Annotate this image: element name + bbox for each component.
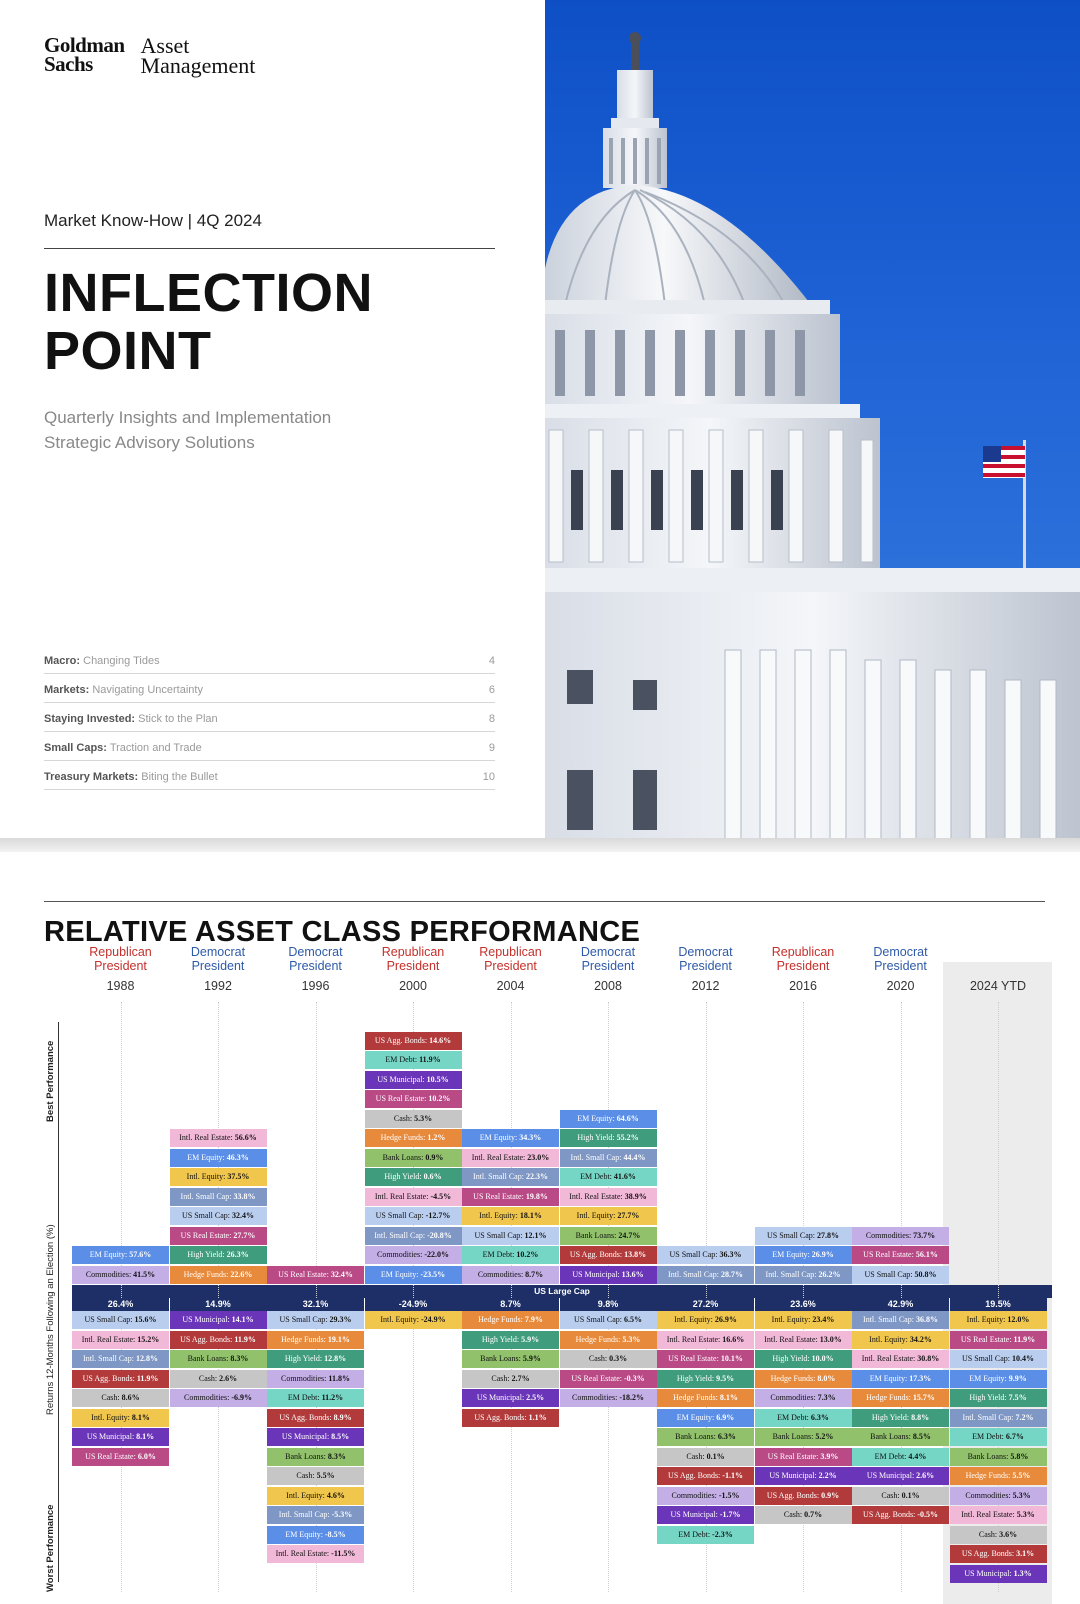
column-header-2016 bbox=[755, 945, 852, 993]
toc-item[interactable] bbox=[44, 732, 495, 761]
asset-cell: US Municipal: 2.6% bbox=[852, 1467, 949, 1485]
chart-title: RELATIVE ASSET CLASS PERFORMANCE bbox=[44, 916, 641, 948]
asset-cell: US Agg. Bonds: 11.9% bbox=[170, 1331, 267, 1349]
asset-cell: US Real Estate: -0.3% bbox=[560, 1370, 657, 1388]
column-year: 2024 YTD bbox=[969, 979, 1027, 993]
column-year: 2020 bbox=[886, 979, 915, 993]
logo-wordmark bbox=[44, 33, 125, 76]
asset-cell: Intl. Real Estate: -4.5% bbox=[365, 1188, 462, 1206]
column-header-2000 bbox=[365, 945, 462, 993]
toc-item[interactable] bbox=[44, 761, 495, 790]
asset-cell: High Yield: 12.8% bbox=[267, 1350, 364, 1368]
asset-cell: Intl. Equity: 12.0% bbox=[950, 1311, 1047, 1329]
asset-cell: Intl. Real Estate: 13.0% bbox=[755, 1331, 852, 1349]
asset-cell: US Real Estate: 19.8% bbox=[462, 1188, 559, 1206]
asset-cell: EM Equity: 57.6% bbox=[72, 1246, 169, 1264]
column-party bbox=[657, 945, 754, 973]
party-line-2: President bbox=[679, 959, 732, 973]
column-party bbox=[365, 945, 462, 973]
asset-cell: US Real Estate: 27.7% bbox=[170, 1227, 267, 1245]
asset-cell: Cash: 5.3% bbox=[365, 1110, 462, 1128]
asset-class-chart bbox=[0, 852, 1080, 1604]
asset-cell: EM Debt: 11.9% bbox=[365, 1051, 462, 1069]
asset-cell: EM Equity: 26.9% bbox=[755, 1246, 852, 1264]
large-cap-value: 8.7% bbox=[462, 1298, 559, 1311]
asset-cell: Commodities: 8.7% bbox=[462, 1266, 559, 1284]
column-party bbox=[170, 945, 267, 973]
toc-topic: Small Caps: bbox=[44, 742, 107, 754]
column-header-1992 bbox=[170, 945, 267, 993]
asset-cell: Intl. Small Cap: 22.3% bbox=[462, 1168, 559, 1186]
asset-cell: Commodities: 11.8% bbox=[267, 1370, 364, 1388]
asset-cell: Intl. Real Estate: 23.0% bbox=[462, 1149, 559, 1167]
column-year: 2000 bbox=[399, 979, 427, 993]
party-line-1: Republican bbox=[771, 945, 835, 959]
column-header-2012 bbox=[657, 945, 754, 993]
toc-desc: Stick to the Plan bbox=[138, 713, 218, 725]
toc-topic: Macro: bbox=[44, 655, 81, 667]
toc-desc: Changing Tides bbox=[83, 655, 160, 667]
asset-cell: EM Equity: 6.9% bbox=[657, 1409, 754, 1427]
asset-cell: EM Equity: 34.3% bbox=[462, 1129, 559, 1147]
asset-cell: US Municipal: 2.5% bbox=[462, 1389, 559, 1407]
asset-cell: Intl. Small Cap: 26.2% bbox=[755, 1266, 852, 1284]
asset-cell: US Small Cap: -12.7% bbox=[365, 1207, 462, 1225]
title-line-2: POINT bbox=[44, 321, 212, 381]
capitol-illustration bbox=[545, 0, 1080, 840]
logo-line-1: Goldman bbox=[44, 33, 125, 57]
asset-cell: Commodities: 41.5% bbox=[72, 1266, 169, 1284]
column-year: 1988 bbox=[106, 979, 135, 993]
asset-cell: Intl. Equity: 18.1% bbox=[462, 1207, 559, 1225]
toc-page: 6 bbox=[488, 684, 495, 696]
asset-cell: Intl. Small Cap: 36.8% bbox=[852, 1311, 949, 1329]
asset-cell: US Municipal: 1.3% bbox=[950, 1565, 1047, 1583]
toc-item[interactable] bbox=[44, 674, 495, 703]
kicker-divider bbox=[44, 248, 495, 249]
capitol-photo bbox=[545, 0, 1080, 840]
asset-cell: Intl. Real Estate: 30.8% bbox=[852, 1350, 949, 1368]
toc-entry bbox=[44, 771, 218, 783]
column-year: 1992 bbox=[204, 979, 232, 993]
asset-cell: US Agg. Bonds: 11.9% bbox=[72, 1370, 169, 1388]
party-line-2: President bbox=[289, 959, 342, 973]
asset-cell: US Small Cap: 32.4% bbox=[170, 1207, 267, 1225]
asset-cell: EM Equity: 64.6% bbox=[560, 1110, 657, 1128]
toc-desc: Biting the Bullet bbox=[141, 771, 218, 783]
asset-cell: Commodities: -18.2% bbox=[560, 1389, 657, 1407]
asset-cell: EM Equity: 46.3% bbox=[170, 1149, 267, 1167]
report-kicker: Market Know-How | 4Q 2024 bbox=[44, 211, 262, 230]
asset-cell: Hedge Funds: 15.7% bbox=[852, 1389, 949, 1407]
worst-performance-label: Worst Performance bbox=[45, 1504, 56, 1592]
asset-cell: Bank Loans: 8.3% bbox=[170, 1350, 267, 1368]
asset-cell: High Yield: 9.5% bbox=[657, 1370, 754, 1388]
asset-cell: Bank Loans: 8.5% bbox=[852, 1428, 949, 1446]
asset-cell: US Agg. Bonds: -0.5% bbox=[852, 1506, 949, 1524]
asset-cell: Hedge Funds: 5.3% bbox=[560, 1331, 657, 1349]
asset-cell: Bank Loans: 5.8% bbox=[950, 1448, 1047, 1466]
asset-cell: Hedge Funds: 8.1% bbox=[657, 1389, 754, 1407]
asset-cell: Intl. Real Estate: 38.9% bbox=[560, 1188, 657, 1206]
party-line-1: Democrat bbox=[580, 945, 636, 959]
asset-cell: EM Debt: 10.2% bbox=[462, 1246, 559, 1264]
asset-cell: EM Debt: 6.7% bbox=[950, 1428, 1047, 1446]
column-header-2008 bbox=[560, 945, 657, 993]
asset-cell: EM Debt: 6.3% bbox=[755, 1409, 852, 1427]
large-cap-value: 9.8% bbox=[560, 1298, 657, 1311]
asset-cell: Cash: 0.1% bbox=[852, 1487, 949, 1505]
asset-cell: US Small Cap: 50.8% bbox=[852, 1266, 949, 1284]
asset-cell: Bank Loans: 0.9% bbox=[365, 1149, 462, 1167]
party-line-1: Democrat bbox=[873, 945, 928, 959]
asset-cell: US Agg. Bonds: 3.1% bbox=[950, 1545, 1047, 1563]
asset-cell: Intl. Real Estate: 15.2% bbox=[72, 1331, 169, 1349]
asset-cell: Intl. Small Cap: -5.3% bbox=[267, 1506, 364, 1524]
large-cap-band: US Large Cap bbox=[72, 1285, 1052, 1298]
asset-cell: EM Equity: 9.9% bbox=[950, 1370, 1047, 1388]
asset-cell: US Municipal: 8.1% bbox=[72, 1428, 169, 1446]
asset-cell: Intl. Real Estate: 56.6% bbox=[170, 1129, 267, 1147]
large-cap-value: -24.9% bbox=[365, 1298, 462, 1311]
column-party bbox=[267, 945, 364, 973]
toc-entry bbox=[44, 742, 202, 754]
y-axis-line bbox=[58, 1022, 59, 1582]
column-gridline bbox=[121, 1002, 122, 1592]
asset-cell: Intl. Equity: 27.7% bbox=[560, 1207, 657, 1225]
column-gridline bbox=[608, 1002, 609, 1592]
toc-topic: Staying Invested: bbox=[44, 713, 136, 725]
column-year: 1996 bbox=[301, 979, 330, 993]
column-year: 2008 bbox=[594, 979, 622, 993]
asset-cell: EM Equity: -8.5% bbox=[267, 1526, 364, 1544]
asset-cell: EM Equity: 17.3% bbox=[852, 1370, 949, 1388]
title-line-1: INFLECTION bbox=[44, 263, 373, 323]
asset-cell: Intl. Small Cap: 44.4% bbox=[560, 1149, 657, 1167]
asset-cell: US Agg. Bonds: -1.1% bbox=[657, 1467, 754, 1485]
party-line-2: President bbox=[94, 959, 147, 973]
large-cap-value: 14.9% bbox=[170, 1298, 267, 1311]
large-cap-value: 23.6% bbox=[755, 1298, 852, 1311]
asset-cell: Hedge Funds: 5.5% bbox=[950, 1467, 1047, 1485]
asset-cell: Intl. Small Cap: -20.8% bbox=[365, 1227, 462, 1245]
asset-cell: Intl. Small Cap: 12.8% bbox=[72, 1350, 169, 1368]
asset-cell: Intl. Equity: 26.9% bbox=[657, 1311, 754, 1329]
column-party bbox=[950, 945, 1047, 973]
asset-cell: US Real Estate: 3.9% bbox=[755, 1448, 852, 1466]
large-cap-value: 26.4% bbox=[72, 1298, 169, 1311]
table-of-contents bbox=[44, 645, 495, 790]
asset-cell: US Real Estate: 56.1% bbox=[852, 1246, 949, 1264]
asset-cell: Hedge Funds: 19.1% bbox=[267, 1331, 364, 1349]
asset-cell: US Real Estate: 10.1% bbox=[657, 1350, 754, 1368]
asset-cell: High Yield: 26.3% bbox=[170, 1246, 267, 1264]
asset-cell: Commodities: -6.9% bbox=[170, 1389, 267, 1407]
party-line-1: Republican bbox=[89, 945, 152, 959]
asset-cell: Hedge Funds: 22.6% bbox=[170, 1266, 267, 1284]
toc-desc: Navigating Uncertainty bbox=[92, 684, 203, 696]
asset-cell: Intl. Real Estate: 5.3% bbox=[950, 1506, 1047, 1524]
party-line-1: Democrat bbox=[288, 945, 343, 959]
asset-cell: High Yield: 5.9% bbox=[462, 1331, 559, 1349]
asset-cell: High Yield: 8.8% bbox=[852, 1409, 949, 1427]
asset-cell: Commodities: -1.5% bbox=[657, 1487, 754, 1505]
party-line-1: Republican bbox=[479, 945, 542, 959]
toc-entry bbox=[44, 684, 203, 696]
column-gridline bbox=[511, 1002, 512, 1592]
column-year: 2012 bbox=[691, 979, 720, 993]
asset-cell: Cash: 0.1% bbox=[657, 1448, 754, 1466]
party-line-1: Republican bbox=[381, 945, 445, 959]
asset-cell: High Yield: 7.5% bbox=[950, 1389, 1047, 1407]
column-party bbox=[72, 945, 169, 973]
asset-cell: US Agg. Bonds: 0.9% bbox=[755, 1487, 852, 1505]
large-cap-value: 32.1% bbox=[267, 1298, 364, 1311]
column-party bbox=[755, 945, 852, 973]
logo-unit-line-2: Management bbox=[140, 53, 256, 78]
asset-cell: Bank Loans: 8.3% bbox=[267, 1448, 364, 1466]
column-header-1996 bbox=[267, 945, 364, 993]
toc-page: 4 bbox=[488, 655, 495, 667]
column-year: 2004 bbox=[496, 979, 525, 993]
asset-cell: Commodities: -22.0% bbox=[365, 1246, 462, 1264]
asset-cell: Cash: 2.6% bbox=[170, 1370, 267, 1388]
goldman-sachs-logo bbox=[44, 33, 256, 78]
logo-unit-line-1: Asset bbox=[140, 33, 190, 58]
column-party bbox=[852, 945, 949, 973]
subtitle-line-2: Strategic Advisory Solutions bbox=[44, 433, 255, 452]
asset-cell: US Real Estate: 32.4% bbox=[267, 1266, 364, 1284]
toc-entry bbox=[44, 655, 160, 667]
asset-cell: Bank Loans: 24.7% bbox=[560, 1227, 657, 1245]
report-subtitle bbox=[44, 405, 331, 455]
toc-page: 10 bbox=[482, 771, 495, 783]
logo-unit bbox=[140, 33, 256, 78]
toc-desc: Traction and Trade bbox=[109, 742, 202, 754]
asset-cell: Intl. Equity: 4.6% bbox=[267, 1487, 364, 1505]
asset-cell: US Agg. Bonds: 8.9% bbox=[267, 1409, 364, 1427]
asset-cell: Intl. Equity: -24.9% bbox=[365, 1311, 462, 1329]
asset-cell: Bank Loans: 5.9% bbox=[462, 1350, 559, 1368]
asset-cell: EM Debt: -2.3% bbox=[657, 1526, 754, 1544]
asset-cell: US Small Cap: 10.4% bbox=[950, 1350, 1047, 1368]
asset-cell: US Small Cap: 15.6% bbox=[72, 1311, 169, 1329]
party-line-2: President bbox=[776, 959, 830, 973]
asset-cell: EM Equity: -23.5% bbox=[365, 1266, 462, 1284]
asset-cell: EM Debt: 11.2% bbox=[267, 1389, 364, 1407]
asset-cell: US Municipal: -1.7% bbox=[657, 1506, 754, 1524]
toc-item[interactable] bbox=[44, 703, 495, 732]
asset-cell: Commodities: 7.3% bbox=[755, 1389, 852, 1407]
party-line-2: President bbox=[386, 959, 440, 973]
large-cap-value: 42.9% bbox=[852, 1298, 949, 1311]
asset-cell: High Yield: 0.6% bbox=[365, 1168, 462, 1186]
party-line-2: President bbox=[191, 959, 245, 973]
page-divider bbox=[0, 838, 1080, 852]
asset-cell: High Yield: 55.2% bbox=[560, 1129, 657, 1147]
column-header-2020 bbox=[852, 945, 949, 993]
asset-cell: EM Debt: 41.6% bbox=[560, 1168, 657, 1186]
toc-page: 8 bbox=[488, 713, 495, 725]
toc-topic: Markets: bbox=[44, 684, 90, 696]
asset-cell: Hedge Funds: 7.9% bbox=[462, 1311, 559, 1329]
party-line-1: Democrat bbox=[678, 945, 733, 959]
asset-cell: Hedge Funds: 1.2% bbox=[365, 1129, 462, 1147]
asset-cell: Commodities: 5.3% bbox=[950, 1487, 1047, 1505]
asset-cell: US Agg. Bonds: 14.6% bbox=[365, 1032, 462, 1050]
column-party bbox=[560, 945, 657, 973]
column-year: 2016 bbox=[789, 979, 817, 993]
asset-cell: US Real Estate: 10.2% bbox=[365, 1090, 462, 1108]
party-line-2: President bbox=[874, 959, 927, 973]
toc-entry bbox=[44, 713, 218, 725]
asset-cell: Hedge Funds: 8.0% bbox=[755, 1370, 852, 1388]
party-line-2: President bbox=[581, 959, 635, 973]
party-line-1: Democrat bbox=[190, 945, 246, 959]
asset-cell: Intl. Equity: 37.5% bbox=[170, 1168, 267, 1186]
report-title bbox=[44, 264, 373, 380]
logo-line-2: Sachs bbox=[44, 52, 93, 76]
asset-cell: Cash: 5.5% bbox=[267, 1467, 364, 1485]
asset-cell: Cash: 0.3% bbox=[560, 1350, 657, 1368]
flag-icon bbox=[983, 446, 1025, 478]
asset-cell: US Real Estate: 11.9% bbox=[950, 1331, 1047, 1349]
asset-cell: Bank Loans: 6.3% bbox=[657, 1428, 754, 1446]
asset-cell: US Small Cap: 6.5% bbox=[560, 1311, 657, 1329]
asset-cell: Cash: 2.7% bbox=[462, 1370, 559, 1388]
best-performance-label: Best Performance bbox=[45, 1040, 56, 1122]
asset-cell: Commodities: 73.7% bbox=[852, 1227, 949, 1245]
asset-cell: US Agg. Bonds: 13.8% bbox=[560, 1246, 657, 1264]
asset-cell: EM Debt: 4.4% bbox=[852, 1448, 949, 1466]
party-line-2: President bbox=[484, 959, 537, 973]
asset-cell: US Municipal: 2.2% bbox=[755, 1467, 852, 1485]
asset-cell: US Municipal: 13.6% bbox=[560, 1266, 657, 1284]
asset-cell: US Real Estate: 6.0% bbox=[72, 1448, 169, 1466]
asset-cell: Cash: 0.7% bbox=[755, 1506, 852, 1524]
asset-cell: US Municipal: 10.5% bbox=[365, 1071, 462, 1089]
column-party bbox=[462, 945, 559, 973]
asset-cell: Cash: 8.6% bbox=[72, 1389, 169, 1407]
toc-page: 9 bbox=[488, 742, 495, 754]
asset-cell: US Small Cap: 27.8% bbox=[755, 1227, 852, 1245]
subtitle-line-1: Quarterly Insights and Implementation bbox=[44, 408, 332, 427]
asset-cell: Intl. Equity: 8.1% bbox=[72, 1409, 169, 1427]
y-axis-label: Returns 12-Months Following an Election (%) bbox=[45, 1224, 56, 1415]
asset-cell: Intl. Real Estate: -11.5% bbox=[267, 1545, 364, 1563]
asset-cell: High Yield: 10.0% bbox=[755, 1350, 852, 1368]
asset-cell: US Municipal: 8.5% bbox=[267, 1428, 364, 1446]
asset-cell: US Agg. Bonds: 1.1% bbox=[462, 1409, 559, 1427]
asset-cell: US Small Cap: 29.3% bbox=[267, 1311, 364, 1329]
column-header-2004 bbox=[462, 945, 559, 993]
asset-cell: Intl. Small Cap: 7.2% bbox=[950, 1409, 1047, 1427]
chart-top-rule bbox=[44, 901, 1045, 902]
column-header-1988 bbox=[72, 945, 169, 993]
toc-item[interactable] bbox=[44, 645, 495, 674]
asset-cell: US Small Cap: 12.1% bbox=[462, 1227, 559, 1245]
large-cap-value: 27.2% bbox=[657, 1298, 754, 1311]
asset-cell: Bank Loans: 5.2% bbox=[755, 1428, 852, 1446]
asset-cell: Intl. Equity: 23.4% bbox=[755, 1311, 852, 1329]
asset-cell: US Small Cap: 36.3% bbox=[657, 1246, 754, 1264]
asset-cell: Cash: 3.6% bbox=[950, 1526, 1047, 1544]
large-cap-value: 19.5% bbox=[950, 1298, 1047, 1311]
toc-topic: Treasury Markets: bbox=[44, 771, 139, 783]
asset-cell: Intl. Real Estate: 16.6% bbox=[657, 1331, 754, 1349]
asset-cell: US Municipal: 14.1% bbox=[170, 1311, 267, 1329]
asset-cell: Intl. Equity: 34.2% bbox=[852, 1331, 949, 1349]
asset-cell: Intl. Small Cap: 33.8% bbox=[170, 1188, 267, 1206]
asset-cell: Intl. Small Cap: 28.7% bbox=[657, 1266, 754, 1284]
column-header-2024-ytd bbox=[950, 945, 1047, 993]
column-gridline bbox=[218, 1002, 219, 1592]
